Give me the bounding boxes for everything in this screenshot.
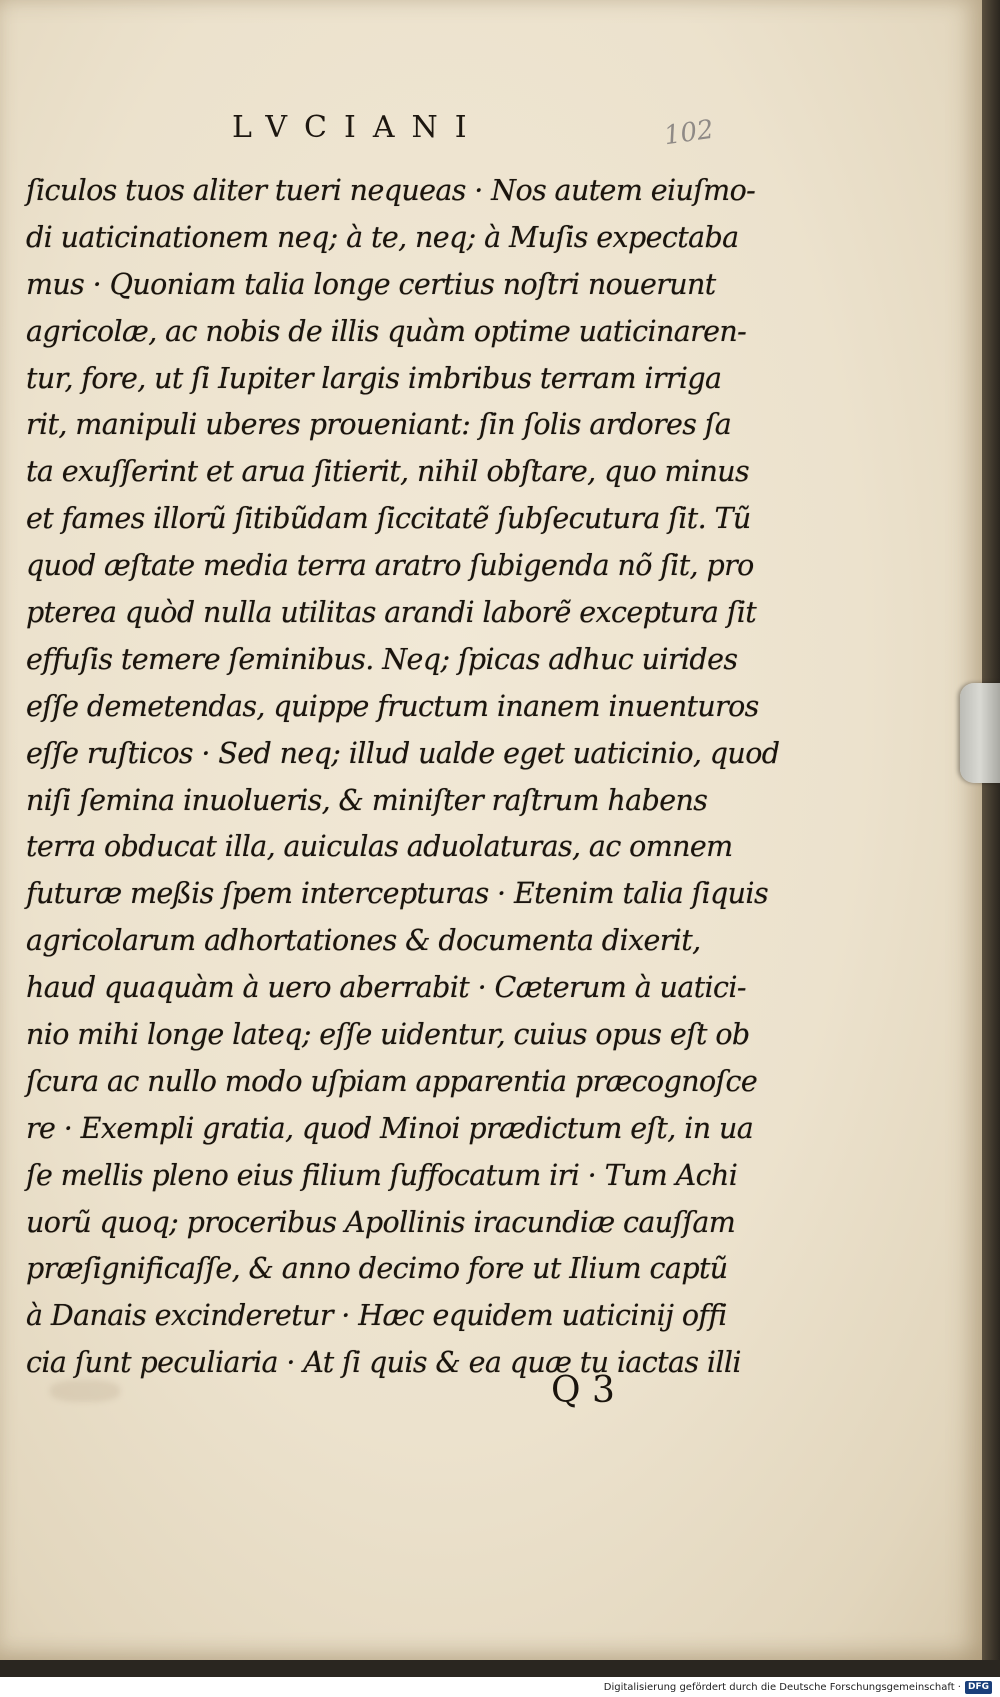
text-line: re · Exempli gratia, quod Minoi prædictum eſt, in ua xyxy=(26,1111,754,1145)
text-line: ſiculos tuos aliter tueri nequeas · Nos autem eiuſmo- xyxy=(26,174,756,207)
digitization-credit-bar xyxy=(0,1677,1000,1697)
text-line: agricolæ, ac nobis de illis quàm optime uaticinaren- xyxy=(26,314,747,348)
credit-text: Digitalisierung gefördert durch die Deutsche Forschungsgemeinschaft · xyxy=(603,1681,961,1693)
text-line: et fames illorũ ſitibũdam ſiccitatẽ ſubſecutura ſit. Tũ xyxy=(26,502,751,536)
text-line: futuræ meßis ſpem intercepturas · Etenim talia ſiquis xyxy=(26,877,768,911)
text-line: ſe mellis pleno eius filium ſuffocatum iri · Tum Achi xyxy=(26,1158,738,1192)
text-line: quod æſtate media terra aratro ſubigenda nõ ſit, pro xyxy=(26,549,754,583)
text-line: uorũ quoq; proceribus Apollinis iracundiæ cauſſam xyxy=(26,1205,736,1239)
text-line: eſſe demetendas, quippe fructum inanem inuenturos xyxy=(26,689,759,723)
text-line: haud quaquàm à uero aberrabit · Cæterum à uatici- xyxy=(26,971,746,1005)
book-binding-edge xyxy=(982,0,1000,1660)
text-line: rit, manipuli uberes proueniant: ſin ſolis ardores ſa xyxy=(26,408,732,442)
dfg-logo-icon: DFG xyxy=(965,1681,992,1694)
text-line: effuſis temere ſeminibus. Neq; ſpicas adhuc uirides xyxy=(26,642,738,676)
text-line: ta exuſſerint et arua ſitierit, nihil obſtare, quo minus xyxy=(26,455,749,489)
body-text xyxy=(26,168,780,1387)
running-head: LVCIANI xyxy=(232,110,484,145)
text-line: à Danais excinderetur · Hæc equidem uaticinij offi xyxy=(26,1299,727,1333)
text-line: niſi ſemina inuolueris, & miniſter raſtrum habens xyxy=(26,783,708,817)
text-line: terra obducat illa, auiculas aduolaturas, ac omnem xyxy=(26,830,733,864)
text-line: pterea quòd nulla utilitas arandi laborẽ exceptura ſit xyxy=(26,596,757,630)
text-line: nio mihi longe lateq; eſſe uidentur, cuius opus eſt ob xyxy=(26,1018,750,1052)
page-clip-tab xyxy=(960,683,1000,783)
text-line: eſſe ruſticos · Sed neq; illud ualde eget uaticinio, quod xyxy=(26,736,780,770)
text-line: agricolarum adhortationes & documenta dixerit, xyxy=(26,924,701,958)
text-line: ſcura ac nullo modo uſpiam apparentia præcognoſce xyxy=(26,1064,758,1098)
text-line: di uaticinationem neq; à te, neq; à Muſis expectaba xyxy=(26,220,739,254)
text-line: præſignificaſſe, & anno decimo fore ut Ilium captũ xyxy=(26,1252,728,1286)
text-line: cia ſunt peculiaria · At ſi quis & ea quæ tu iactas illi xyxy=(26,1346,741,1380)
ink-smudge xyxy=(50,1380,120,1402)
handwritten-folio-number: 102 xyxy=(662,114,716,152)
text-line: tur, fore, ut ſi Iupiter largis imbribus terram irriga xyxy=(26,361,722,395)
text-line: mus · Quoniam talia longe certius noſtri nouerunt xyxy=(26,267,716,301)
signature-mark: Q 3 xyxy=(551,1370,615,1411)
